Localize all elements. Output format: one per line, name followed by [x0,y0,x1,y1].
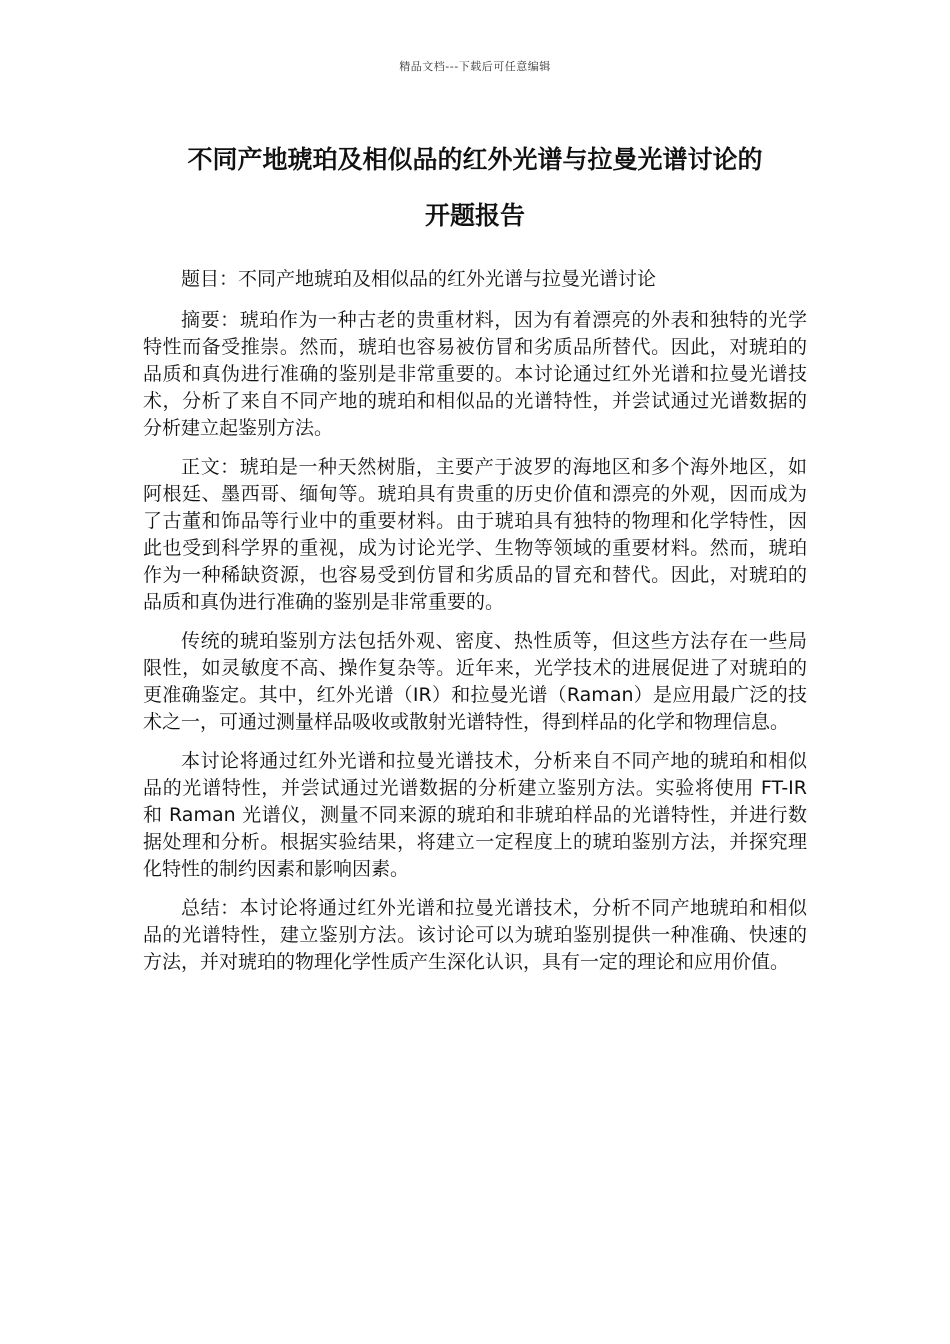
summary-paragraph: 总结：本讨论将通过红外光谱和拉曼光谱技术，分析不同产地琥珀和相似品的光谱特性，建立鉴别方法。该讨论可以为琥珀鉴别提供一种准确、快速的方法，并对琥珀的物理化学性质产生深化认识，具有一定的理论和应用价值。 [143,897,807,973]
document-body [143,266,807,988]
subject-paragraph: 题目：不同产地琥珀及相似品的红外光谱与拉曼光谱讨论 [181,268,657,290]
header-note: 精品文档---下载后可任意编辑 [399,60,551,73]
main-text-paragraph: 正文：琥珀是一种天然树脂，主要产于波罗的海地区和多个海外地区，如阿根廷、墨西哥、缅甸等。琥珀具有贵重的历史价值和漂亮的外观，因而成为了古董和饰品等行业中的重要材料。由于琥珀具有独特的物理和化学特性，因此也受到科学界的重视，成为讨论光学、生物等领域的重要材料。然而，琥珀作为一种稀缺资源，也容易受到仿冒和劣质品的冒充和替代。因此，对琥珀的品质和真伪进行准确的鉴别是非常重要的。 [143,456,807,613]
title-line-1: 不同产地琥珀及相似品的红外光谱与拉曼光谱讨论的 [187,145,763,174]
method-paragraph: 本讨论将通过红外光谱和拉曼光谱技术，分析来自不同产地的琥珀和相似品的光谱特性，并尝试通过光谱数据的分析建立鉴别方法。实验将使用 FT-IR 和 Raman 光谱仪，测量不同来源的琥珀和非琥珀样品的光谱特性，并进行数据处理和分析。根据实验结果，将建立一定程度上的琥珀鉴别方法，并探究理化特性的制约因素和影响因素。 [143,750,807,880]
document-title [120,132,830,244]
title-line-2: 开题报告 [424,201,525,230]
traditional-methods-paragraph: 传统的琥珀鉴别方法包括外观、密度、热性质等，但这些方法存在一些局限性，如灵敏度不高、操作复杂等。近年来，光学技术的进展促进了对琥珀的更准确鉴定。其中，红外光谱（IR）和拉曼光谱（Raman）是应用最广泛的技术之一，可通过测量样品吸收或散射光谱特性，得到样品的化学和物理信息。 [143,630,807,733]
abstract-paragraph: 摘要：琥珀作为一种古老的贵重材料，因为有着漂亮的外表和独特的光学特性而备受推崇。然而，琥珀也容易被仿冒和劣质品所替代。因此，对琥珀的品质和真伪进行准确的鉴别是非常重要的。本讨论通过红外光谱和拉曼光谱技术，分析了来自不同产地的琥珀和相似品的光谱特性，并尝试通过光谱数据的分析建立起鉴别方法。 [143,309,807,439]
